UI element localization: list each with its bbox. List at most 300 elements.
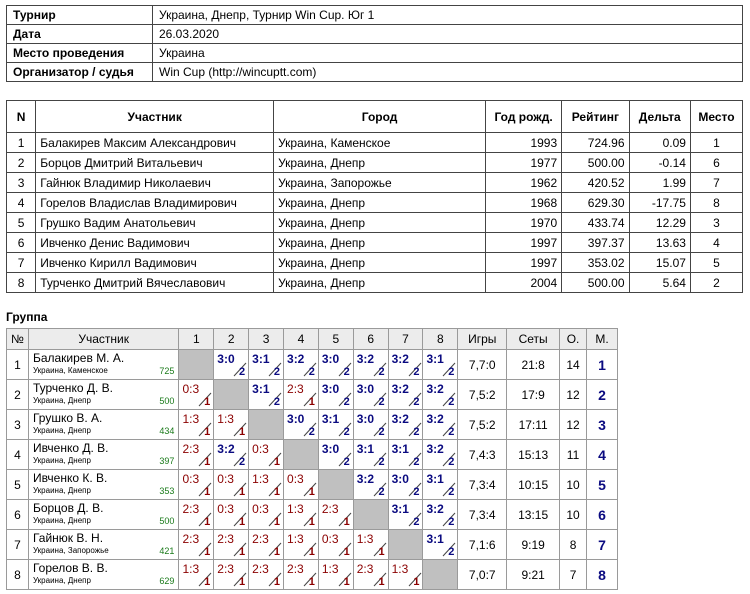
points-stat: 12 [560,410,587,440]
match-score: 1:3 [356,532,374,546]
participants-cell: 724.96 [562,133,629,153]
match-result-cell [284,350,319,380]
player-city: Украина, Запорожье [32,546,109,555]
match-points: 1 [378,546,385,558]
participants-cell: 0.09 [629,133,690,153]
participants-cell: 420.52 [562,173,629,193]
match-score: 3:0 [356,382,375,396]
player-rating: 397 [159,456,175,466]
group-header: 2 [214,329,249,350]
match-points: 1 [204,396,211,408]
table-row [7,133,743,153]
match-points: 2 [413,396,420,408]
player-city: Украина, Каменское [32,366,108,375]
diagonal-cell [318,470,353,500]
match-score: 2:3 [182,502,200,516]
sets-stat: 15:13 [507,440,560,470]
match-score: 2:3 [252,562,269,576]
player-city: Украина, Днепр [32,456,91,465]
match-points: 2 [343,396,350,408]
table-row [7,233,743,253]
participants-cell: 1970 [486,213,562,233]
match-points: 1 [273,486,281,498]
match-points: 2 [413,516,420,528]
match-score: 2:3 [217,562,234,576]
group-header: М. [587,329,618,350]
player-rating: 353 [159,486,175,496]
info-value: Украина, Днепр, Турнир Win Cup. Юг 1 [153,6,743,25]
match-points: 1 [204,426,211,438]
match-result-cell [423,410,458,440]
participants-cell: Турченко Дмитрий Вячеславович [36,273,274,293]
player-name: Ивченко К. В. [32,471,108,485]
group-row [7,500,618,530]
match-score: 2:3 [356,562,374,576]
match-result-cell [179,410,214,440]
info-row [7,44,743,63]
participants-cell: -0.14 [629,153,690,173]
match-points: 2 [448,456,455,468]
points-stat: 10 [560,500,587,530]
player-name: Горелов В. В. [32,561,108,575]
participants-cell: Балакирев Максим Александрович [36,133,274,153]
match-score: 3:2 [356,352,375,366]
info-row [7,63,743,82]
points-stat: 12 [560,380,587,410]
place-stat: 4 [587,440,618,470]
match-score: 3:0 [321,352,340,366]
match-points: 2 [413,486,420,498]
match-score: 3:1 [426,352,444,366]
match-result-cell [318,410,353,440]
match-result-cell [249,440,284,470]
group-header: Игры [458,329,507,350]
match-result-cell [179,500,214,530]
match-points: 2 [239,366,246,378]
info-value: Украина [153,44,743,63]
player-name: Грушко В. А. [32,411,103,425]
match-result-cell [353,350,388,380]
participants-header: Участник [36,101,274,133]
match-score: 3:0 [217,352,235,366]
group-participant [28,380,178,410]
match-score: 3:2 [391,352,409,366]
participants-cell: Украина, Днепр [274,153,486,173]
group-header: 4 [284,329,319,350]
match-result-cell [423,470,458,500]
table-row [7,173,743,193]
games-stat: 7,5:2 [458,380,507,410]
group-row [7,380,618,410]
match-score: 1:3 [182,562,200,576]
match-points: 1 [308,576,315,588]
participants-cell: 1 [690,133,742,153]
participants-cell: Украина, Запорожье [274,173,486,193]
match-result-cell [214,530,249,560]
player-rating: 421 [159,546,175,556]
games-stat: 7,7:0 [458,350,507,380]
participants-cell: 3 [7,173,36,193]
match-points: 1 [308,546,315,558]
group-participant [28,470,178,500]
group-participant [28,530,178,560]
player-rating: 629 [159,576,175,586]
participants-cell: 7 [690,173,742,193]
match-points: 1 [239,486,246,498]
participants-cell: 6 [7,233,36,253]
match-result-cell [388,500,423,530]
group-row-number: 2 [7,380,29,410]
participants-cell: 1993 [486,133,562,153]
match-result-cell [284,470,319,500]
participants-cell: 433.74 [562,213,629,233]
group-participant [28,410,178,440]
match-score: 3:1 [426,472,444,486]
participants-cell: 500.00 [562,273,629,293]
match-result-cell [249,530,284,560]
match-result-cell [249,470,284,500]
match-score: 2:3 [217,532,234,546]
group-participant [28,440,178,470]
place-stat: 7 [587,530,618,560]
match-result-cell [179,560,214,590]
player-city: Украина, Днепр [32,576,91,585]
sets-stat: 9:21 [507,560,560,590]
match-points: 1 [273,576,281,588]
match-result-cell [388,410,423,440]
participants-cell: 8 [7,273,36,293]
match-score: 0:3 [182,382,200,396]
player-name: Борцов Д. В. [32,501,104,515]
match-points: 2 [273,366,281,378]
match-points: 1 [308,396,315,408]
match-score: 3:2 [426,442,444,456]
participants-cell: 5 [690,253,742,273]
info-value: Win Cup (http://wincuptt.com) [153,63,743,82]
match-score: 3:1 [391,502,409,516]
match-result-cell [353,440,388,470]
games-stat: 7,1:6 [458,530,507,560]
participants-header: Рейтинг [562,101,629,133]
match-score: 3:2 [287,352,305,366]
match-score: 3:0 [356,412,375,426]
match-points: 2 [343,456,350,468]
games-stat: 7,5:2 [458,410,507,440]
match-points: 2 [448,426,455,438]
participants-cell: 2004 [486,273,562,293]
participants-cell: 353.02 [562,253,629,273]
group-title: Группа [6,310,48,324]
participants-cell: Украина, Днепр [274,273,486,293]
group-header: Участник [28,329,178,350]
match-points: 1 [343,546,350,558]
match-points: 2 [273,396,281,408]
match-result-cell [388,350,423,380]
group-row-number: 4 [7,440,29,470]
participants-cell: 1 [7,133,36,153]
player-rating: 500 [159,516,175,526]
match-points: 1 [273,456,281,468]
match-score: 0:3 [252,502,269,516]
group-row [7,410,618,440]
match-score: 2:3 [182,442,200,456]
diagonal-cell [214,380,249,410]
sets-stat: 10:15 [507,470,560,500]
match-score: 0:3 [217,472,234,486]
participants-cell: 629.30 [562,193,629,213]
group-participant [28,560,178,590]
diagonal-cell [353,500,388,530]
match-result-cell [214,410,249,440]
match-score: 0:3 [182,472,200,486]
group-row [7,560,618,590]
match-result-cell [249,500,284,530]
match-points: 2 [378,396,385,408]
sets-stat: 9:19 [507,530,560,560]
match-points: 2 [308,426,315,438]
participants-cell: Борцов Дмитрий Витальевич [36,153,274,173]
match-result-cell [249,380,284,410]
participants-cell: Украина, Днепр [274,213,486,233]
match-points: 2 [448,486,455,498]
diagonal-cell [179,350,214,380]
participants-cell: Горелов Владислав Владимирович [36,193,274,213]
match-result-cell [388,380,423,410]
match-result-cell [179,530,214,560]
info-label: Организатор / судья [7,63,153,82]
participants-cell: 1997 [486,253,562,273]
group-row [7,530,618,560]
group-header: 5 [318,329,353,350]
info-row [7,6,743,25]
participants-header: Город [274,101,486,133]
match-result-cell [388,560,423,590]
place-stat: 1 [587,350,618,380]
info-label: Турнир [7,6,153,25]
table-row [7,253,743,273]
games-stat: 7,3:4 [458,500,507,530]
match-score: 2:3 [287,562,304,576]
group-header: Сеты [507,329,560,350]
match-result-cell [318,350,353,380]
match-score: 3:1 [252,382,270,396]
match-points: 2 [413,366,420,378]
match-result-cell [353,560,388,590]
match-points: 2 [448,366,455,378]
participants-cell: Ивченко Денис Вадимович [36,233,274,253]
match-result-cell [423,380,458,410]
match-score: 1:3 [287,502,304,516]
match-result-cell [214,470,249,500]
participants-cell: 6 [690,153,742,173]
participants-cell: Ивченко Кирилл Вадимович [36,253,274,273]
player-rating: 725 [159,366,175,376]
player-name: Балакирев М. А. [32,351,125,365]
match-score: 1:3 [321,562,339,576]
match-result-cell [423,530,458,560]
match-score: 2:3 [252,532,269,546]
points-stat: 7 [560,560,587,590]
match-score: 3:2 [426,382,444,396]
match-points: 1 [204,456,211,468]
diagonal-cell [284,440,319,470]
participants-cell: 4 [690,233,742,253]
match-points: 2 [378,456,385,468]
info-value: 26.03.2020 [153,25,743,44]
match-score: 3:2 [426,412,444,426]
match-points: 1 [273,546,281,558]
match-points: 2 [378,426,385,438]
match-result-cell [318,380,353,410]
participants-cell: 8 [690,193,742,213]
participants-cell: 15.07 [629,253,690,273]
match-score: 3:1 [426,532,444,546]
match-score: 0:3 [252,442,269,456]
match-points: 1 [204,516,211,528]
match-score: 3:1 [321,412,340,426]
participants-cell: Украина, Днепр [274,253,486,273]
match-points: 1 [204,546,211,558]
participants-cell: 397.37 [562,233,629,253]
match-score: 3:2 [217,442,235,456]
group-row-number: 5 [7,470,29,500]
match-result-cell [179,440,214,470]
sets-stat: 17:9 [507,380,560,410]
match-result-cell [353,530,388,560]
place-stat: 5 [587,470,618,500]
match-points: 1 [413,576,420,588]
match-result-cell [423,500,458,530]
match-points: 1 [204,576,211,588]
participants-cell: 1962 [486,173,562,193]
match-points: 1 [308,486,315,498]
match-score: 3:2 [391,382,409,396]
match-result-cell [284,380,319,410]
match-result-cell [284,560,319,590]
match-points: 2 [378,366,385,378]
participants-cell: 1997 [486,233,562,253]
participants-cell: 1968 [486,193,562,213]
points-stat: 14 [560,350,587,380]
table-row [7,213,743,233]
participants-cell: Грушко Вадим Анатольевич [36,213,274,233]
match-score: 3:2 [356,472,375,486]
group-row [7,350,618,380]
match-result-cell [318,440,353,470]
match-result-cell [423,350,458,380]
match-points: 2 [308,366,315,378]
match-points: 1 [239,426,246,438]
match-score: 1:3 [287,532,304,546]
participants-table [6,100,743,293]
match-result-cell [214,350,249,380]
match-score: 3:1 [356,442,375,456]
table-row [7,153,743,173]
match-result-cell [353,470,388,500]
group-row-number: 6 [7,500,29,530]
group-row-number: 8 [7,560,29,590]
match-points: 2 [239,456,246,468]
match-score: 3:0 [321,442,340,456]
sets-stat: 21:8 [507,350,560,380]
match-result-cell [249,560,284,590]
participants-header: Место [690,101,742,133]
match-result-cell [388,440,423,470]
match-score: 3:0 [391,472,409,486]
group-header: О. [560,329,587,350]
match-points: 1 [239,546,246,558]
match-result-cell [214,560,249,590]
match-score: 0:3 [287,472,304,486]
player-city: Украина, Днепр [32,396,91,405]
match-result-cell [179,470,214,500]
match-points: 1 [343,576,350,588]
match-result-cell [214,500,249,530]
place-stat: 6 [587,500,618,530]
participants-cell: -17.75 [629,193,690,213]
match-score: 3:0 [287,412,305,426]
match-points: 2 [448,546,455,558]
group-header: № [7,329,29,350]
group-header: 3 [249,329,284,350]
group-row-number: 3 [7,410,29,440]
match-points: 2 [448,516,455,528]
group-row [7,440,618,470]
participants-cell: Украина, Днепр [274,233,486,253]
match-points: 1 [239,576,246,588]
participants-header: Год рожд. [486,101,562,133]
match-score: 2:3 [182,532,200,546]
match-result-cell [214,440,249,470]
match-result-cell [179,380,214,410]
match-points: 1 [239,516,246,528]
player-name: Ивченко Д. В. [32,441,109,455]
match-points: 2 [378,486,385,498]
games-stat: 7,0:7 [458,560,507,590]
match-score: 3:1 [252,352,270,366]
points-stat: 10 [560,470,587,500]
match-result-cell [318,500,353,530]
match-score: 3:0 [321,382,340,396]
match-score: 3:1 [391,442,409,456]
match-points: 1 [273,516,281,528]
points-stat: 11 [560,440,587,470]
match-score: 0:3 [321,532,339,546]
diagonal-cell [423,560,458,590]
table-row [7,193,743,213]
participants-cell: 500.00 [562,153,629,173]
sets-stat: 17:11 [507,410,560,440]
match-points: 1 [343,516,350,528]
participants-header: N [7,101,36,133]
participants-header: Дельта [629,101,690,133]
match-score: 2:3 [287,382,304,396]
match-points: 1 [308,516,315,528]
match-result-cell [318,530,353,560]
place-stat: 8 [587,560,618,590]
participants-cell: 1.99 [629,173,690,193]
match-points: 1 [378,576,385,588]
match-points: 2 [413,426,420,438]
group-row-number: 1 [7,350,29,380]
sets-stat: 13:15 [507,500,560,530]
group-row-number: 7 [7,530,29,560]
match-score: 1:3 [252,472,269,486]
match-score: 0:3 [217,502,234,516]
participants-cell: 5.64 [629,273,690,293]
group-header: 1 [179,329,214,350]
player-city: Украина, Днепр [32,516,91,525]
